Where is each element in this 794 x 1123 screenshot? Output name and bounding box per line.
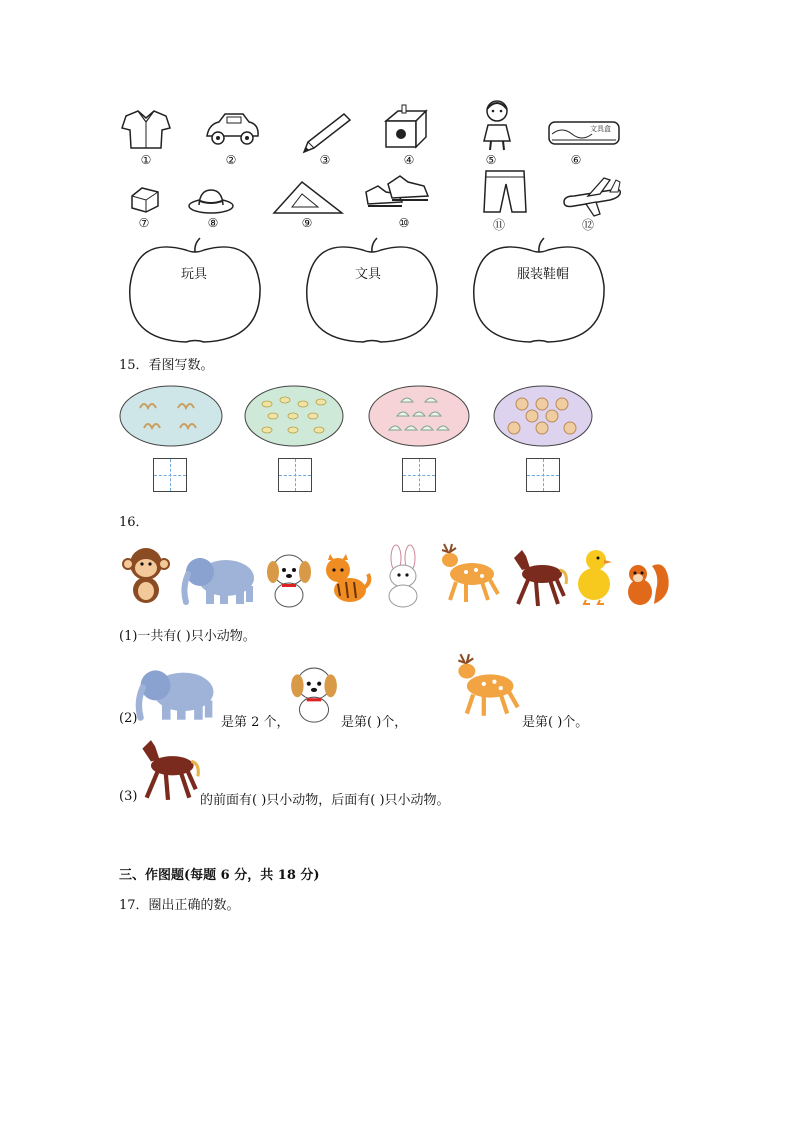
elephant-icon	[180, 552, 260, 608]
pants-icon	[480, 168, 530, 216]
puppy-icon	[264, 548, 314, 608]
question-16-part-2-a: 是第 2 个，	[221, 715, 290, 730]
item-number-11: ⑪	[492, 218, 505, 232]
answer-box-4[interactable]	[526, 458, 560, 492]
sneakers-icon	[362, 172, 432, 214]
pencil-sharpener-icon	[382, 103, 430, 149]
section-3-title: 三、作图题(每题 6 分，共 18 分)	[119, 868, 320, 883]
pencil-case-text: 文具盒	[590, 125, 611, 133]
question-16-part-3-text: 的前面有( )只小动物，后面有( )只小动物。	[200, 793, 450, 808]
deer-icon	[452, 652, 522, 720]
apple-shape-1	[126, 236, 264, 346]
deer-icon	[436, 542, 502, 606]
item-number-2: ②	[225, 153, 237, 167]
apple-label-toys: 玩具	[180, 267, 207, 282]
horse-icon	[136, 738, 200, 802]
item-number-9: ⑨	[301, 216, 313, 230]
item-number-5: ⑤	[485, 153, 497, 167]
toy-airplane-icon	[560, 172, 624, 218]
horse-icon	[508, 548, 568, 608]
item-number-6: ⑥	[570, 153, 582, 167]
answer-box-2[interactable]	[278, 458, 312, 492]
oval-group-birds	[118, 384, 224, 448]
oval-group-small-birds	[243, 384, 345, 448]
item-number-8: ⑧	[207, 216, 219, 230]
pencil-case-icon	[546, 116, 622, 150]
apple-label-stationery: 文具	[354, 267, 381, 282]
item-number-4: ④	[403, 153, 415, 167]
question-16-part-2-b: 是第( )个，	[341, 715, 408, 730]
question-17-title: 17．圈出正确的数。	[119, 898, 240, 913]
monkey-icon	[118, 544, 174, 606]
answer-box-1[interactable]	[153, 458, 187, 492]
shirt-icon	[120, 108, 172, 152]
eraser-icon	[128, 184, 162, 214]
apple-label-clothing: 服装鞋帽	[516, 267, 569, 282]
pencil-icon	[300, 110, 354, 156]
hat-icon	[186, 186, 236, 216]
question-16-title: 16．	[119, 515, 149, 530]
answer-box-3[interactable]	[402, 458, 436, 492]
triangle-ruler-icon	[272, 180, 344, 216]
item-number-12: ⑫	[581, 218, 594, 232]
question-16-part-1: (1)一共有( )只小动物。	[119, 629, 256, 644]
doll-icon	[476, 97, 518, 153]
apple-shape-3	[470, 236, 608, 346]
toy-car-icon	[203, 110, 261, 150]
rabbit-icon	[382, 544, 424, 608]
oval-group-umbrellas	[367, 384, 471, 448]
question-15-title: 15．看图写数。	[119, 358, 214, 373]
duckling-icon	[574, 546, 614, 606]
tiger-cub-icon	[318, 554, 372, 608]
apple-shape-2	[303, 236, 441, 346]
question-16-part-2-c: 是第( )个。	[522, 715, 589, 730]
puppy-icon	[288, 660, 340, 724]
question-16-part-2-label: (2)	[119, 711, 138, 726]
item-number-7: ⑦	[138, 216, 150, 230]
item-number-1: ①	[140, 153, 152, 167]
item-number-3: ③	[319, 153, 331, 167]
squirrel-icon	[622, 556, 672, 608]
elephant-icon	[134, 664, 220, 724]
question-16-part-3-label: (3)	[119, 789, 138, 804]
oval-group-balls	[492, 384, 594, 448]
item-number-10: ⑩	[398, 216, 410, 230]
